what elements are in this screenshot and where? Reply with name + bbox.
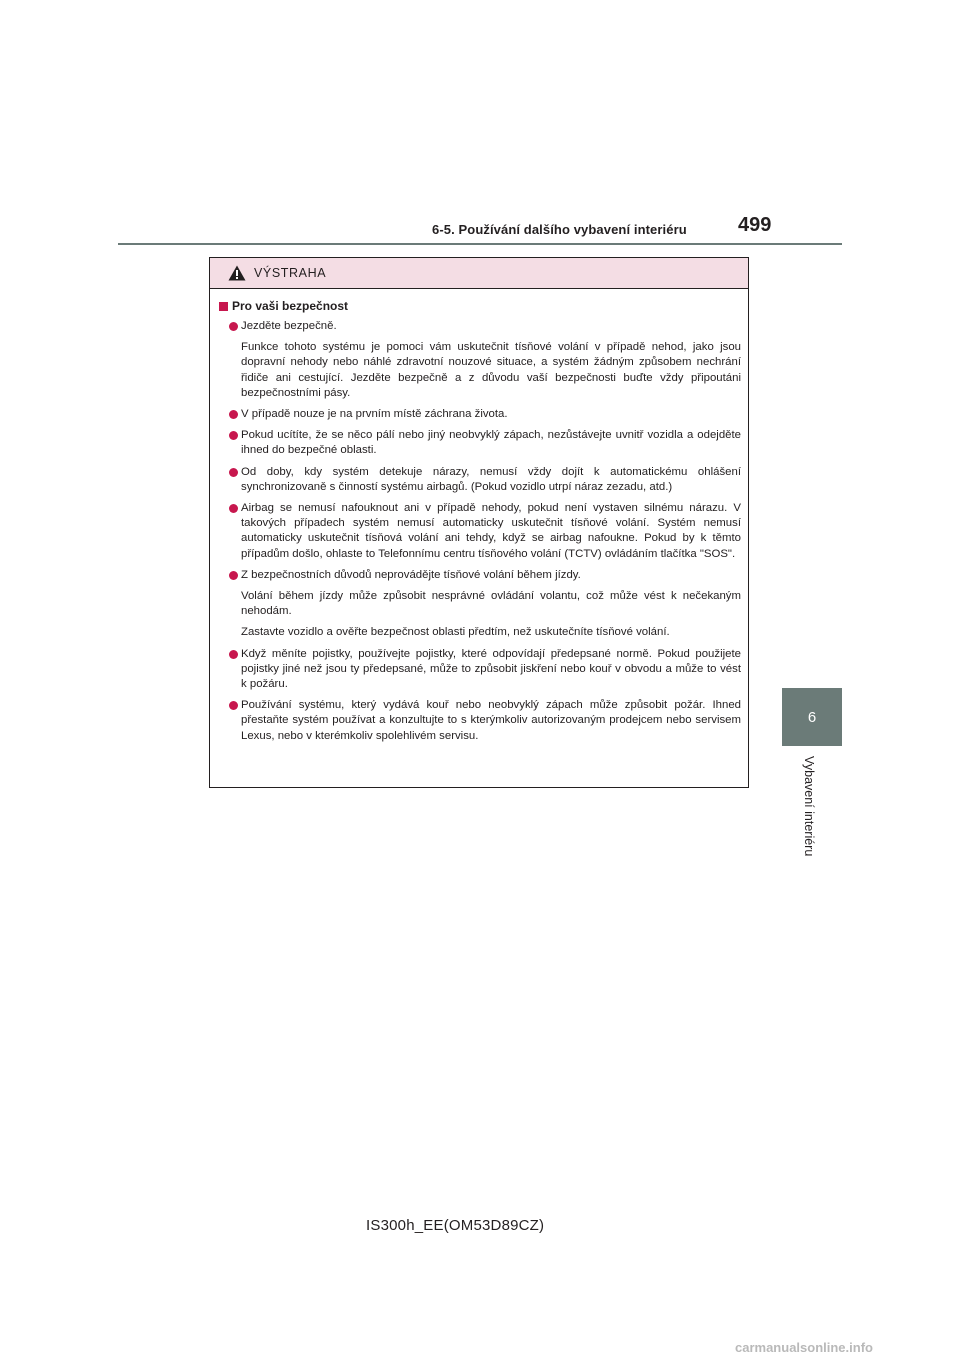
chapter-tab[interactable] <box>782 688 842 746</box>
bullet-dot-icon <box>229 701 238 710</box>
bullet-dot-icon <box>229 571 238 580</box>
bullet-dot-icon <box>229 468 238 477</box>
header-divider <box>118 243 842 245</box>
watermark: carmanualsonline.info <box>735 1340 873 1355</box>
warning-item <box>219 407 741 422</box>
section-title-text: Pro vaši bezpečnost <box>232 299 349 313</box>
chapter-number: 6 <box>807 708 817 726</box>
warning-item <box>219 698 741 744</box>
warning-item-paragraph: Volání během jízdy může způsobit nesprávné ovládání volantu, což může vést k nečekaným nehodám. <box>241 590 741 618</box>
warning-item-text: Používání systému, který vydává kouř nebo neobvyklý zápach může způsobit požár. Ihned přestaňte systém používat a konzultujte to s kterýmkoliv autorizovaným prodejcem nebo servisem Lexus, nebo v kterémkoliv spolehlivém servisu. <box>241 699 741 742</box>
warning-item-paragraph: Zastavte vozidlo a ověřte bezpečnost oblasti předtím, než uskutečníte tísňové volání. <box>241 626 670 639</box>
warning-item <box>219 319 741 334</box>
chapter-side-label: Vybavení interiéru <box>802 756 816 857</box>
warning-header <box>210 258 748 289</box>
warning-item-text: Když měníte pojistky, používejte pojistky, které odpovídají předepsané normě. Pokud použijete pojistky jiné než jsou ty předepsané, může to způsobit jiskření nebo kouř v obvodu a může to vést k požáru. <box>241 647 741 691</box>
warning-item-paragraph: Funkce tohoto systému je pomoci vám uskutečnit tísňové volání v případě nehod, jako jsou dopravní nehody nebo náhlé zdravotní nouzové situace, a systém žádným způsobem nechrání řidiče ani cestující. Jezděte bezpečně a z důvodu vaší bezpečnosti buďte vždy připoutáni bezpečnostními pásy. <box>241 341 741 399</box>
warning-item <box>219 568 741 583</box>
bullet-dot-icon <box>229 322 238 331</box>
warning-box <box>209 257 749 788</box>
warning-item <box>219 647 741 693</box>
warning-item-text: Pokud ucítíte, že se něco pálí nebo jiný neobvyklý zápach, nezůstávejte uvnitř vozidla a odejděte ihned do bezpečné oblasti. <box>241 429 741 457</box>
bullet-dot-icon <box>229 650 238 659</box>
warning-item-text: V případě nouze je na prvním místě záchrana života. <box>241 408 508 421</box>
section-header: 6-5. Používání dalšího vybavení interiéru <box>432 222 687 237</box>
warning-item <box>219 465 741 495</box>
bullet-dot-icon <box>229 504 238 513</box>
warning-item-text: Jezděte bezpečně. <box>241 320 337 332</box>
section-title <box>219 299 741 313</box>
warning-list <box>219 319 741 744</box>
warning-item-text: Airbag se nemusí nafouknout ani v případě nehody, pokud není vystaven silnému nárazu. V takových případech systém nemusí automaticky uskutečnit tísňové volání. Systém nemusí automaticky uskutečnit tísňová volání ani tehdy, když se airbag nafoukne. Pokud by k těmto případům došlo, ohlaste to Telefonnímu centru tísňového volání (TCTV) ovládáním tlačítka "SOS". <box>241 502 741 560</box>
warning-item-text: Od doby, kdy systém detekuje nárazy, nemusí vždy dojít k automatickému ohlášení synchronizovaně s činností systému airbagů. (Pokud vozidlo utrpí náraz zezadu, atd.) <box>241 465 741 493</box>
document-code: IS300h_EE(OM53D89CZ) <box>366 1217 545 1234</box>
warning-triangle-icon <box>228 265 246 281</box>
warning-label: VÝSTRAHA <box>254 266 327 280</box>
warning-body <box>210 289 748 744</box>
bullet-dot-icon <box>229 410 238 419</box>
bullet-dot-icon <box>229 431 238 440</box>
warning-item <box>219 501 741 562</box>
square-bullet-icon <box>219 302 228 311</box>
warning-item-text: Z bezpečnostních důvodů neprovádějte tísňové volání během jízdy. <box>241 568 581 581</box>
warning-item <box>219 428 741 458</box>
page-number: 499 <box>738 214 772 236</box>
